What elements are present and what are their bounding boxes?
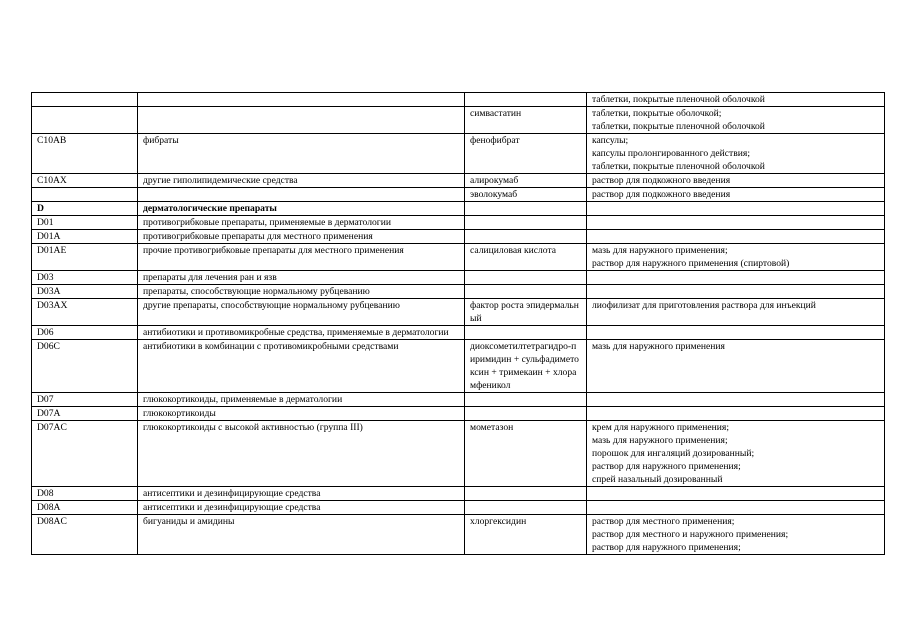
dosage-form-cell (587, 299, 885, 326)
group-name-cell: антибиотики и противомикробные средства, применяемые в дерматологии (138, 326, 465, 340)
dosage-form-cell (587, 271, 885, 285)
atc-code-cell: D08AC (32, 515, 138, 555)
drug-name-cell: мометазон (465, 421, 587, 487)
table-row (32, 285, 885, 299)
table-row (32, 407, 885, 421)
table-row (32, 340, 885, 393)
group-name-cell: антибиотики в комбинации с противомикробными средствами (138, 340, 465, 393)
drug-name-cell (465, 216, 587, 230)
group-name-cell: фибраты (138, 134, 465, 174)
atc-code-cell: C10AB (32, 134, 138, 174)
dosage-form-line: спрей назальный дозированный (592, 474, 723, 485)
table-body (32, 93, 885, 555)
atc-code-cell: D03A (32, 285, 138, 299)
drug-name-cell: симвастатин (465, 107, 587, 134)
table-row (32, 134, 885, 174)
drug-name-cell (465, 271, 587, 285)
group-name-cell: препараты, способствующие нормальному рубцеванию (138, 285, 465, 299)
group-name-cell: антисептики и дезинфицирующие средства (138, 487, 465, 501)
dosage-form-cell (587, 216, 885, 230)
table-row (32, 326, 885, 340)
dosage-form-cell (587, 93, 885, 107)
dosage-form-line: мазь для наружного применения; (592, 245, 728, 256)
dosage-form-line: раствор для наружного применения; (592, 461, 741, 472)
dosage-form-line: мазь для наружного применения; (592, 435, 728, 446)
atc-code-cell (32, 188, 138, 202)
drug-name-cell: эволокумаб (465, 188, 587, 202)
dosage-form-cell (587, 407, 885, 421)
table-row (32, 487, 885, 501)
dosage-form-cell (587, 107, 885, 134)
table-row (32, 299, 885, 326)
table-row (32, 93, 885, 107)
group-name-cell: глюкокортикоиды с высокой активностью (группа III) (138, 421, 465, 487)
group-name-cell: другие гиполипидемические средства (138, 174, 465, 188)
atc-code-cell: D08A (32, 501, 138, 515)
atc-code-cell: D01 (32, 216, 138, 230)
drug-name-cell (465, 326, 587, 340)
drug-name-cell (465, 407, 587, 421)
group-name-cell: бигуаниды и амидины (138, 515, 465, 555)
group-name-cell: антисептики и дезинфицирующие средства (138, 501, 465, 515)
dosage-form-line: раствор для наружного применения; (592, 542, 741, 553)
group-name-cell (138, 107, 465, 134)
dosage-form-line: таблетки, покрытые пленочной оболочкой (592, 94, 765, 105)
atc-code-cell: D03AX (32, 299, 138, 326)
dosage-form-cell (587, 285, 885, 299)
dosage-form-cell (587, 421, 885, 487)
atc-code-cell (32, 107, 138, 134)
drug-name-cell (465, 285, 587, 299)
dosage-form-cell (587, 326, 885, 340)
drug-name-cell: хлоргексидин (465, 515, 587, 555)
group-name-cell: глюкокортикоиды, применяемые в дерматологии (138, 393, 465, 407)
atc-code-cell: D03 (32, 271, 138, 285)
table-row (32, 501, 885, 515)
group-name-cell (138, 93, 465, 107)
dosage-form-line: таблетки, покрытые оболочкой; (592, 108, 722, 119)
dosage-form-cell (587, 515, 885, 555)
table-row (32, 216, 885, 230)
atc-code-cell: D06C (32, 340, 138, 393)
table-row (32, 244, 885, 271)
atc-code-cell (32, 93, 138, 107)
drug-name-cell (465, 393, 587, 407)
group-name-cell: другие препараты, способствующие нормальному рубцеванию (138, 299, 465, 326)
atc-code-cell: C10AX (32, 174, 138, 188)
drug-name-cell (465, 93, 587, 107)
dosage-form-cell (587, 244, 885, 271)
dosage-form-line: таблетки, покрытые пленочной оболочкой (592, 161, 765, 172)
dosage-form-line: раствор для подкожного введения (592, 175, 731, 186)
drug-classification-table (31, 92, 885, 555)
drug-name-cell: алирокумаб (465, 174, 587, 188)
dosage-form-line: мазь для наружного применения (592, 341, 725, 352)
table-row (32, 107, 885, 134)
dosage-form-line: лиофилизат для приготовления раствора для инъекций (592, 300, 816, 311)
table-row (32, 393, 885, 407)
group-name-cell (138, 188, 465, 202)
dosage-form-line: раствор для наружного применения (спиртовой) (592, 258, 790, 269)
table-row (32, 230, 885, 244)
group-name-cell: препараты для лечения ран и язв (138, 271, 465, 285)
table-row (32, 271, 885, 285)
dosage-form-cell (587, 487, 885, 501)
drug-name-cell: салициловая кислота (465, 244, 587, 271)
dosage-form-cell (587, 230, 885, 244)
dosage-form-cell (587, 174, 885, 188)
dosage-form-line: раствор для местного и наружного применения; (592, 529, 789, 540)
atc-code-cell: D06 (32, 326, 138, 340)
table-row (32, 515, 885, 555)
dosage-form-line: капсулы; (592, 135, 629, 146)
atc-code-cell: D (32, 202, 138, 216)
dosage-form-line: раствор для местного применения; (592, 516, 735, 527)
dosage-form-line: порошок для ингаляций дозированный; (592, 448, 755, 459)
dosage-form-cell (587, 501, 885, 515)
dosage-form-line: крем для наружного применения; (592, 422, 729, 433)
drug-name-cell: фактор роста эпидермальный (465, 299, 587, 326)
group-name-cell: прочие противогрибковые препараты для местного применения (138, 244, 465, 271)
table-row (32, 421, 885, 487)
table-row (32, 202, 885, 216)
group-name-cell: глюкокортикоиды (138, 407, 465, 421)
group-name-cell: противогрибковые препараты, применяемые в дерматологии (138, 216, 465, 230)
drug-name-cell (465, 230, 587, 244)
drug-name-cell (465, 487, 587, 501)
group-name-cell: противогрибковые препараты для местного применения (138, 230, 465, 244)
dosage-form-line: таблетки, покрытые пленочной оболочкой (592, 121, 765, 132)
atc-code-cell: D01AE (32, 244, 138, 271)
drug-name-cell (465, 501, 587, 515)
table-row (32, 188, 885, 202)
atc-code-cell: D08 (32, 487, 138, 501)
drug-name-cell: диоксометилтетрагидро-пиримидин + сульфадиметоксин + тримекаин + хлорамфеникол (465, 340, 587, 393)
drug-name-cell (465, 202, 587, 216)
dosage-form-line: раствор для подкожного введения (592, 189, 731, 200)
atc-code-cell: D07 (32, 393, 138, 407)
dosage-form-cell (587, 188, 885, 202)
atc-code-cell: D07A (32, 407, 138, 421)
dosage-form-line: капсулы пролонгированного действия; (592, 148, 750, 159)
dosage-form-cell (587, 202, 885, 216)
group-name-cell: дерматологические препараты (138, 202, 465, 216)
atc-code-cell: D07AC (32, 421, 138, 487)
atc-code-cell: D01A (32, 230, 138, 244)
table-row (32, 174, 885, 188)
dosage-form-cell (587, 134, 885, 174)
drug-name-cell: фенофибрат (465, 134, 587, 174)
dosage-form-cell (587, 393, 885, 407)
dosage-form-cell (587, 340, 885, 393)
